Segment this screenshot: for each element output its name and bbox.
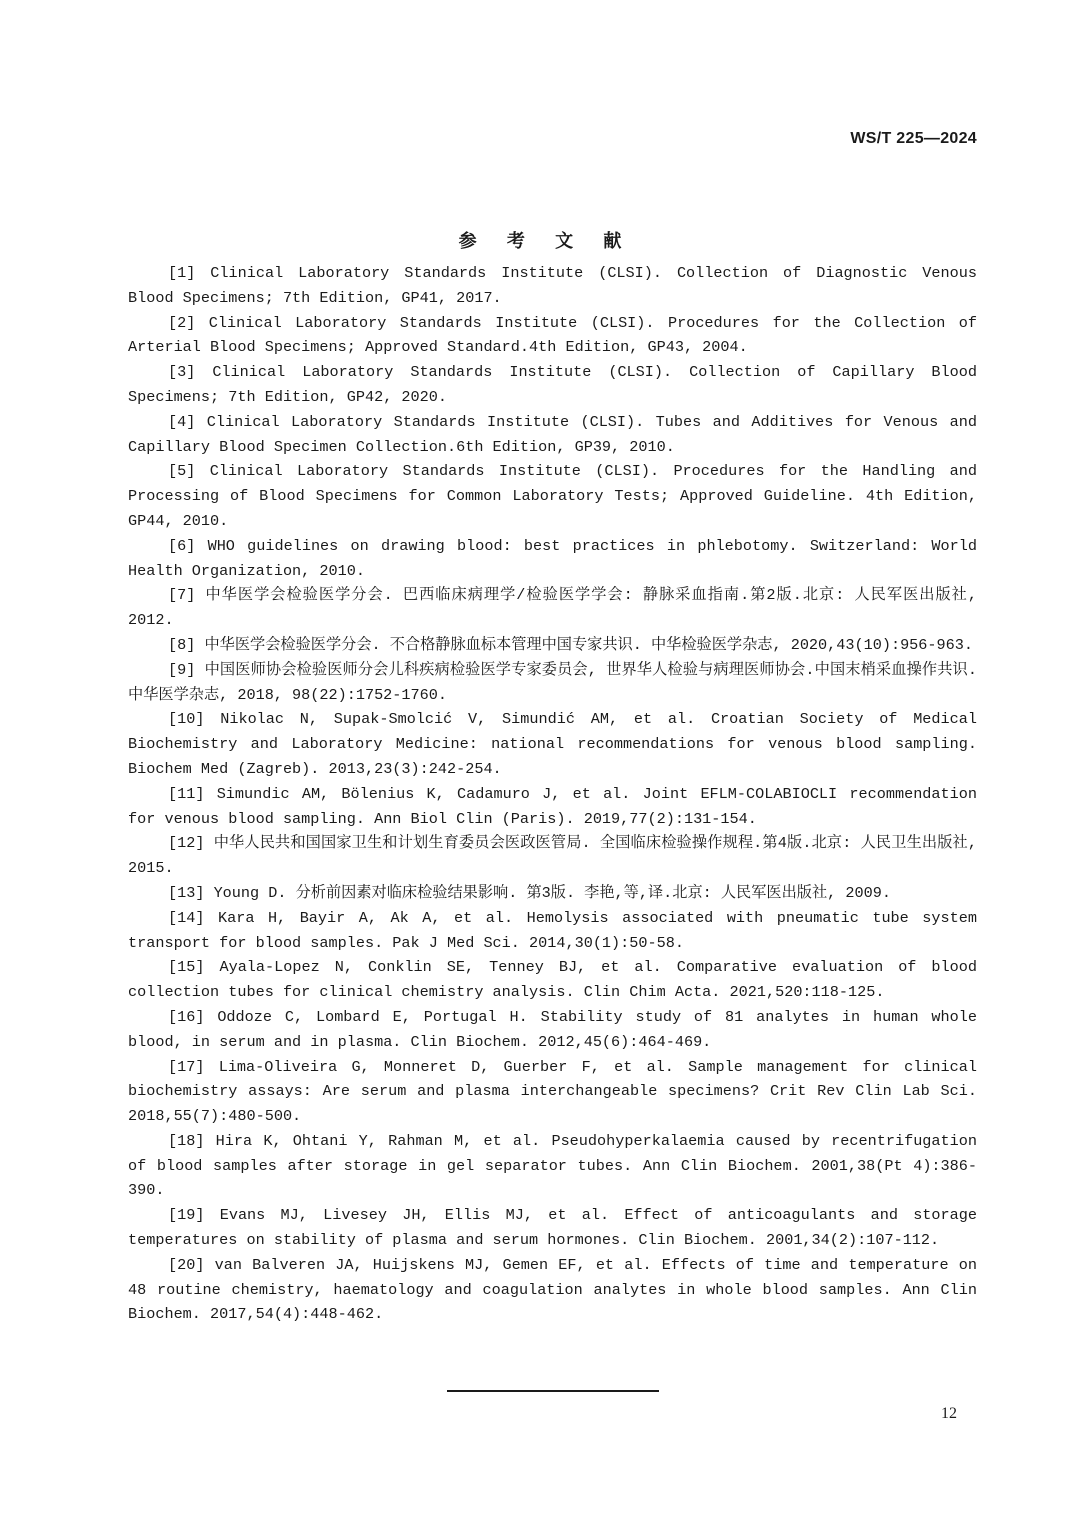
reference-item-11: [11] Simundic AM, Bölenius K, Cadamuro J, et al. Joint EFLM-COLABIOCLI recommendation for venous blood sampling. Ann Biol Clin (Paris). 2019,77(2):131-154.: [128, 784, 977, 828]
reference-item-10: [10] Nikolac N, Supak-Smolcić V, Simundić AM, et al. Croatian Society of Medical Biochemistry and Laboratory Medicine: national recommendations for venous blood sampling. Biochem Med (Zagreb). 2013,23(3):242-254.: [128, 710, 977, 778]
reference-item-13: [13] Young D. 分析前因素对临床检验结果影响. 第3版. 李艳,等,译.北京: 人民军医出版社, 2009.: [168, 883, 891, 902]
reference-item-18: [18] Hira K, Ohtani Y, Rahman M, et al. Pseudohyperkalaemia caused by recentrifugation of blood samples after storage in gel separator tubes. Ann Clin Biochem. 2001,38(Pt 4):386-390.: [128, 1131, 977, 1200]
reference-list: [128, 261, 977, 1327]
reference-item-14: [14] Kara H, Bayir A, Ak A, et al. Hemolysis associated with pneumatic tube system transport for blood samples. Pak J Med Sci. 2014,30(1):50-58.: [128, 908, 977, 952]
reference-item-1: [1] Clinical Laboratory Standards Institute (CLSI). Collection of Diagnostic Venous Blood Specimens; 7th Edition, GP41, 2017.: [128, 264, 977, 307]
page-number: 12: [941, 1405, 957, 1422]
references-heading: 参 考 文 献: [458, 231, 634, 252]
standard-code: WS/T 225—2024: [850, 130, 977, 147]
reference-item-7: [7] 中华医学会检验医学分会. 巴西临床病理学/检验医学学会: 静脉采血指南.第2版.北京: 人民军医出版社, 2012.: [128, 586, 977, 630]
reference-item-16: [16] Oddoze C, Lombard E, Portugal H. Stability study of 81 analytes in human whole blood, in serum and in plasma. Clin Biochem. 2012,45(6):464-469.: [128, 1007, 977, 1051]
reference-item-19: [19] Evans MJ, Livesey JH, Ellis MJ, et al. Effect of anticoagulants and storage temperatures on stability of plasma and serum hormones. Clin Biochem. 2001,34(2):107-112.: [128, 1206, 977, 1250]
reference-item-20: [20] van Balveren JA, Huijskens MJ, Gemen EF, et al. Effects of time and temperature on 48 routine chemistry, haematology and coagulation analytes in whole blood samples. Ann Clin Biochem. 2017,54(4):448-462.: [128, 1255, 977, 1324]
reference-item-3: [3] Clinical Laboratory Standards Institute (CLSI). Collection of Capillary Blood Specimens; 7th Edition, GP42, 2020.: [128, 363, 977, 406]
footer-divider: [447, 1390, 659, 1392]
reference-item-6: [6] WHO guidelines on drawing blood: best practices in phlebotomy. Switzerland: World Health Organization, 2010.: [128, 536, 977, 580]
reference-item-15: [15] Ayala-Lopez N, Conklin SE, Tenney BJ, et al. Comparative evaluation of blood collection tubes for clinical chemistry analysis. Clin Chim Acta. 2021,520:118-125.: [128, 958, 977, 1002]
reference-item-9: [9] 中国医师协会检验医师分会儿科疾病检验医学专家委员会, 世界华人检验与病理医师协会.中国末梢采血操作共识. 中华医学杂志, 2018, 98(22):1752-1760.: [128, 660, 977, 704]
reference-item-5: [5] Clinical Laboratory Standards Institute (CLSI). Procedures for the Handling and Processing of Blood Specimens for Common Laboratory Tests; Approved Guideline. 4th Edition, GP44, 2010.: [128, 462, 977, 530]
reference-item-4: [4] Clinical Laboratory Standards Institute (CLSI). Tubes and Additives for Venous and Capillary Blood Specimen Collection.6th Edition, GP39, 2010.: [128, 412, 977, 456]
reference-item-12: [12] 中华人民共和国国家卫生和计划生育委员会医政医管局. 全国临床检验操作规程.第4版.北京: 人民卫生出版社, 2015.: [128, 834, 977, 878]
reference-item-17: [17] Lima-Oliveira G, Monneret D, Guerber F, et al. Sample management for clinical biochemistry assays: Are serum and plasma interchangeable specimens? Crit Rev Clin Lab Sci. 2018,55(7):480-500.: [128, 1057, 977, 1126]
reference-item-2: [2] Clinical Laboratory Standards Institute (CLSI). Procedures for the Collection of Arterial Blood Specimens; Approved Standard.4th Edition, GP43, 2004.: [128, 313, 977, 357]
reference-item-8: [8] 中华医学会检验医学分会. 不合格静脉血标本管理中国专家共识. 中华检验医学杂志, 2020,43(10):956-963.: [168, 635, 973, 654]
